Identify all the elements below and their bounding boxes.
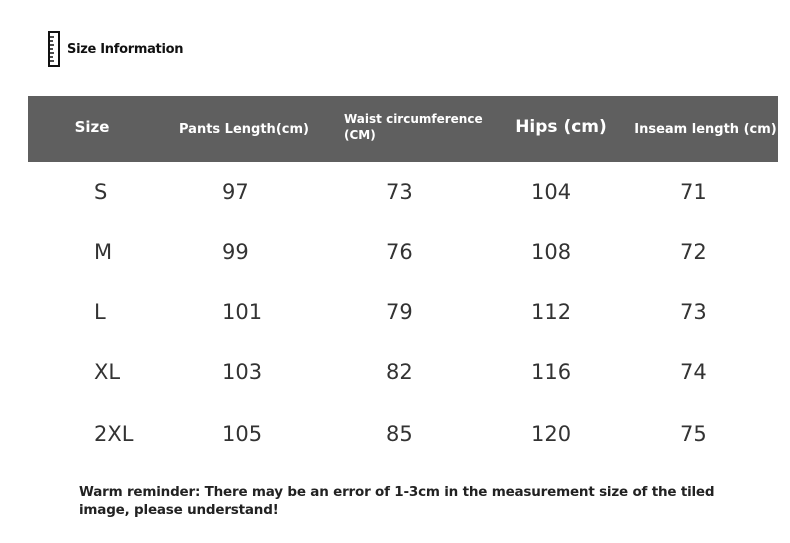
cell-size: L <box>94 300 106 324</box>
ruler-icon <box>48 31 60 67</box>
cell-inseam: 74 <box>680 360 707 384</box>
table-row <box>28 162 778 222</box>
table-header-row <box>28 96 778 162</box>
cell-hips: 120 <box>531 422 572 446</box>
cell-hips: 108 <box>531 240 572 264</box>
cell-inseam: 73 <box>680 300 707 324</box>
table-row <box>28 282 778 342</box>
column-header-pants-length: Pants Length(cm) <box>179 121 309 137</box>
column-header-waist: Waist circumference (CM) <box>344 112 483 142</box>
table-header <box>28 96 778 162</box>
cell-pants-length: 103 <box>222 360 263 384</box>
page-title: Size Information <box>67 41 184 57</box>
cell-size: S <box>94 180 108 204</box>
cell-waist: 85 <box>386 422 413 446</box>
warm-reminder-note: Warm reminder: There may be an error of 1-3cm in the measurement size of the tiled image, please understand! <box>79 484 715 518</box>
cell-size: XL <box>94 360 121 384</box>
cell-size: 2XL <box>94 422 134 446</box>
cell-inseam: 72 <box>680 240 707 264</box>
table-row <box>28 402 778 466</box>
cell-pants-length: 105 <box>222 422 263 446</box>
table-body <box>28 162 778 466</box>
column-header-size: Size <box>74 118 110 136</box>
cell-size: M <box>94 240 113 264</box>
cell-waist: 82 <box>386 360 413 384</box>
title-bar <box>48 31 183 67</box>
table-row <box>28 342 778 402</box>
cell-inseam: 75 <box>680 422 707 446</box>
cell-waist: 76 <box>386 240 413 264</box>
cell-hips: 112 <box>531 300 572 324</box>
cell-hips: 116 <box>531 360 572 384</box>
cell-pants-length: 101 <box>222 300 263 324</box>
column-header-inseam: Inseam length (cm) <box>634 121 777 137</box>
cell-hips: 104 <box>531 180 572 204</box>
cell-inseam: 71 <box>680 180 707 204</box>
column-header-hips: Hips (cm) <box>515 117 607 137</box>
size-table <box>28 96 778 466</box>
table-row <box>28 222 778 282</box>
cell-pants-length: 99 <box>222 240 249 264</box>
cell-pants-length: 97 <box>222 180 249 204</box>
cell-waist: 79 <box>386 300 413 324</box>
cell-waist: 73 <box>386 180 413 204</box>
